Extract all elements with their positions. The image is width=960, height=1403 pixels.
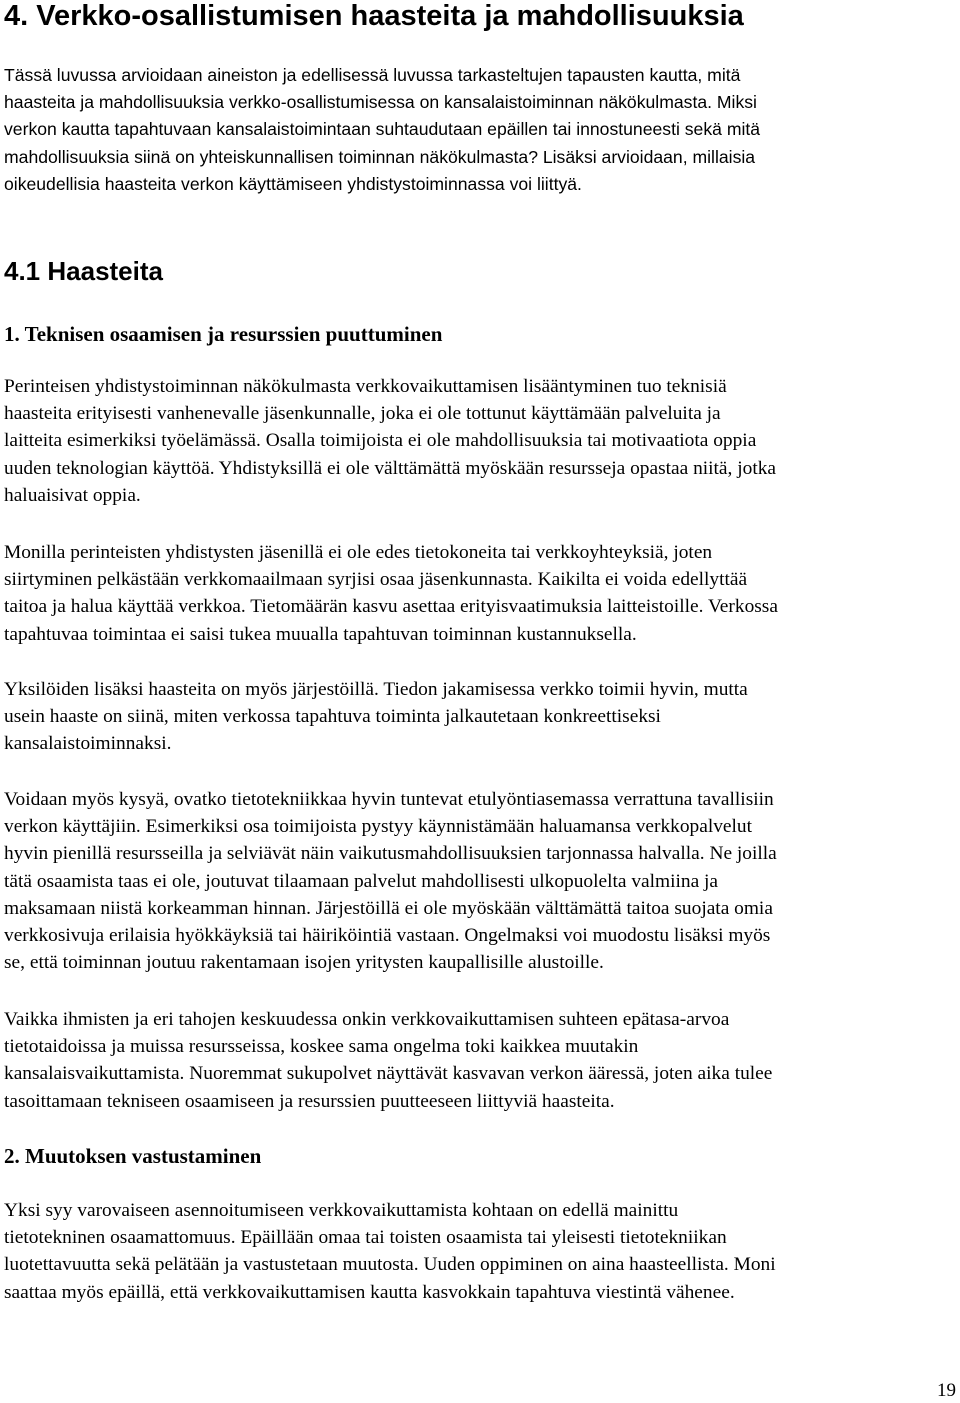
body-paragraph <box>4 1197 960 1306</box>
body-paragraph <box>4 786 960 976</box>
text-line: uuden teknologian käyttöä. Yhdistyksillä ei ole välttämättä myöskään resursseja opastaa niitä, jotka <box>4 457 777 479</box>
text-line: hyvin pienillä resursseilla ja selviävät näin vaikutusmahdollisuuksien tarjonnassa halvalla. Ne joilla <box>4 843 777 865</box>
subsection-heading: 1. Teknisen osaamisen ja resurssien puuttuminen <box>4 322 443 346</box>
text-line: kansalaistoiminnaksi. <box>4 733 172 755</box>
intro-paragraph <box>4 62 960 198</box>
text-line: Tässä luvussa arvioidaan aineiston ja edellisessä luvussa tarkasteltujen tapausten kautta, mitä <box>4 65 741 85</box>
text-line: Vaikka ihmisten ja eri tahojen keskuudessa onkin verkkovaikuttamisen suhteen epätasa-arvoa <box>4 1009 730 1030</box>
text-line: siirtyminen pelkästään verkkomaailmaan syrjisi osaa jäsenkunnasta. Kaikilta ei voida edellyttää <box>4 569 748 591</box>
subsection-heading: 2. Muutoksen vastustaminen <box>4 1144 262 1168</box>
text-line: haluaisivat oppia. <box>4 484 141 506</box>
text-line: taitoa ja halua käyttää verkkoa. Tietomäärän kasvu asettaa erityisvaatimuksia laitteistoille. Verkossa <box>4 596 778 618</box>
text-line: tätä osaamista taas ei ole, joutuvat tilaamaan palvelut mahdollisesti ulkopuolelta valmiina ja <box>4 870 719 892</box>
text-line: tasoittamaan tekniseen osaamiseen ja resurssien puutteeseen liittyviä haasteita. <box>4 1090 615 1112</box>
body-paragraph <box>4 373 960 509</box>
text-line: haasteita erityisesti vanhenevalle jäsenkunnalle, joka ei ole tottunut käyttämään palveluita ja <box>4 403 721 425</box>
text-line: oikeudellisia haasteita verkon käyttämiseen yhdistystoiminnassa voi liittyä. <box>4 173 582 194</box>
text-line: Voidaan myös kysyä, ovatko tietotekniikkaa hyvin tuntevat etulyöntiasemassa verrattuna tavallisiin <box>4 789 774 810</box>
body-paragraph <box>4 676 960 758</box>
text-line: mahdollisuuksia siinä on yhteiskunnallisen toiminnan näkökulmasta? Lisäksi arvioidaan, millaisia <box>4 146 756 167</box>
text-line: se, että toiminnan joutuu rakentamaan isojen yritysten kaupallisille alustoille. <box>4 952 604 974</box>
section-title: 4.1 Haasteita <box>4 256 163 286</box>
text-line: laitteita esimerkiksi työelämässä. Osalla toimijoista ei ole mahdollisuuksia tai motivaatiota oppia <box>4 430 757 452</box>
text-line: saattaa myös epäillä, että verkkovaikuttamisen kautta kasvokkain tapahtuva viestintä vähenee. <box>4 1281 735 1303</box>
text-line: Yksilöiden lisäksi haasteita on myös järjestöillä. Tiedon jakamisessa verkko toimii hyvin, mutta <box>4 679 748 700</box>
text-line: maksamaan niistä korkeamman hinnan. Järjestöillä ei ole myöskään välttämättä taitoa suojata omia <box>4 897 773 919</box>
text-line: tietotaidoissa ja muissa resursseissa, koskee sama ongelma toki kaikkea muutakin <box>4 1036 639 1058</box>
page-number: 19 <box>937 1380 956 1401</box>
body-paragraph <box>4 1006 960 1115</box>
text-line: haasteita ja mahdollisuuksia verkko-osallistumisessa on kansalaistoiminnan näkökulmasta. Miksi <box>4 92 757 113</box>
text-line: luotettavuutta sekä pelätään ja vastustetaan muutosta. Uuden oppiminen on aina haasteellista. Moni <box>4 1254 776 1276</box>
chapter-title: 4. Verkko-osallistumisen haasteita ja mahdollisuuksia <box>4 0 744 32</box>
text-line: verkon käyttäjiin. Esimerkiksi osa toimijoista pystyy käynnistämään haluamansa verkkopalvelut <box>4 816 752 838</box>
text-line: Yksi syy varovaiseen asennoitumiseen verkkovaikuttamista kohtaan on edellä mainittu <box>4 1200 679 1221</box>
text-line: verkkosivuja erilaisia hyökkäyksiä tai häiriköintiä vastaan. Ongelmaksi voi muodostu lisäksi myös <box>4 925 771 947</box>
text-line: tietotekninen osaamattomuus. Epäillään omaa tai toisten osaamista tai yleisesti tietotekniikan <box>4 1227 727 1249</box>
text-line: Perinteisen yhdistystoiminnan näkökulmasta verkkovaikuttamisen lisääntyminen tuo teknisiä <box>4 376 727 397</box>
text-line: usein haaste on siinä, miten verkossa tapahtuva toiminta jalkautetaan konkreettiseksi <box>4 706 661 728</box>
text-line: Monilla perinteisten yhdistysten jäsenillä ei ole edes tietokoneita tai verkkoyhteyksiä, joten <box>4 542 713 563</box>
body-paragraph <box>4 539 960 648</box>
text-line: verkon kautta tapahtuvaan kansalaistoimintaan suhtaudutaan epäillen tai innostuneesti sekä mitä <box>4 119 761 140</box>
text-line: kansalaisvaikuttamista. Nuoremmat sukupolvet näyttävät kasvavan verkon ääressä, joten aika tulee <box>4 1063 773 1085</box>
text-line: tapahtuvaa toimintaa ei saisi tukea muualla tapahtuvan toiminnan kustannuksella. <box>4 623 637 645</box>
